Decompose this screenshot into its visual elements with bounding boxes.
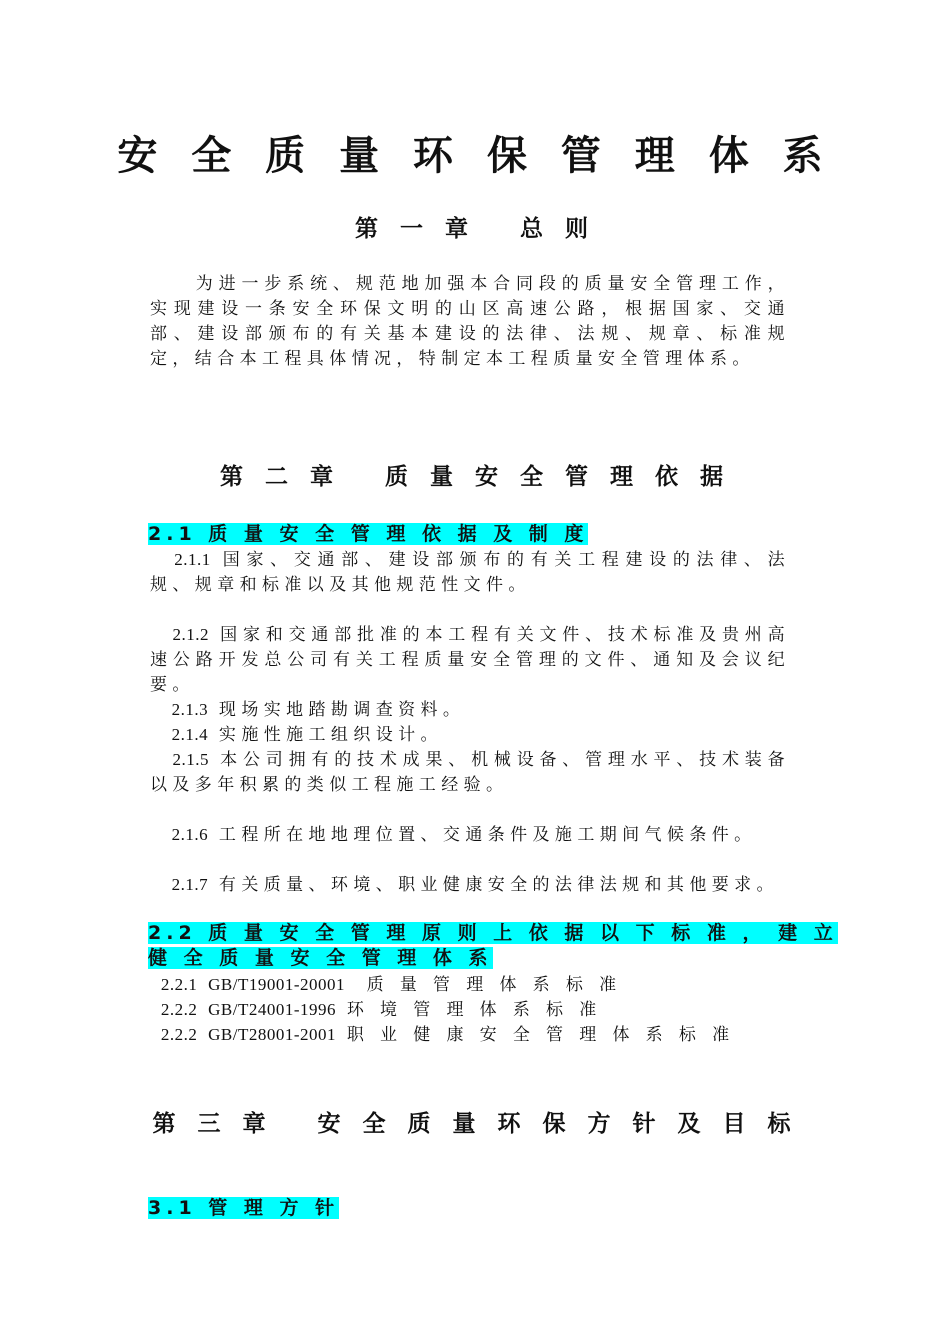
chapter-1-paragraph: 为进一步系统、规范地加强本合同段的质量安全管理工作，实现建设一条安全环保文明的山区高速公路，根据国家、交通部、建设部颁布的有关基本建设的法律、法规、规章、标准规定，结合本工程具体情况，特制定本工程质量安全管理体系。 — [150, 274, 790, 369]
item-text: 工程所在地地理位置、交通条件及施工期间气候条件。 — [218, 825, 757, 845]
section-3-1-heading — [148, 1196, 339, 1221]
item-2-1-5 — [150, 747, 790, 798]
chapter-3-heading: 第 三 章 安 全 质 量 环 保 方 针 及 目 标 — [152, 1111, 798, 1137]
chapter-2-heading: 第 二 章 质 量 安 全 管 理 依 据 — [219, 464, 731, 490]
standard-number: 2.2.2 — [160, 1025, 198, 1044]
standard-name: 职 业 健 康 安 全 管 理 体 系 标 准 — [346, 1025, 735, 1045]
item-text: 国家、交通部、建设部颁布的有关工程建设的法律、法规、规章和标准以及其他规范性文件。 — [150, 550, 790, 595]
item-2-1-3 — [150, 697, 790, 723]
section-2-1-label: 2.1 质 量 安 全 管 理 依 据 及 制 度 — [148, 523, 589, 545]
item-number: 2.1.6 — [171, 825, 209, 844]
item-number: 2.1.3 — [171, 700, 209, 719]
item-text: 实施性施工组织设计。 — [218, 725, 443, 745]
standard-row — [150, 972, 790, 998]
item-2-1-2 — [150, 622, 790, 698]
standard-row — [150, 1022, 790, 1048]
section-2-2-label-line-1: 2.2 质 量 安 全 管 理 原 则 上 依 据 以 下 标 准 ， 建 立 — [148, 922, 838, 944]
standard-number: 2.2.1 — [160, 975, 198, 994]
standard-name: 质 量 管 理 体 系 标 准 — [366, 975, 622, 995]
item-2-1-4 — [150, 722, 790, 748]
standard-number: 2.2.2 — [160, 1000, 198, 1019]
standard-code: GB/T24001-1996 — [208, 1000, 337, 1019]
standard-code: GB/T19001-20001 — [208, 975, 346, 994]
section-2-2-heading — [148, 921, 838, 971]
document-title: 安 全 质 量 环 保 管 理 体 系 — [117, 133, 833, 179]
section-3-1-label: 3.1 管 理 方 针 — [148, 1197, 340, 1219]
item-number: 2.1.5 — [172, 750, 209, 769]
standard-row — [150, 997, 790, 1023]
item-text: 现场实地踏勘调查资料。 — [218, 700, 466, 720]
item-2-1-7 — [150, 872, 790, 898]
section-2-2-label-line-2: 健 全 质 量 安 全 管 理 体 系 — [148, 947, 493, 969]
standard-code: GB/T28001-2001 — [208, 1025, 337, 1044]
item-text: 本公司拥有的技术成果、机械设备、管理水平、技术装备以及多年积累的类似工程施工经验。 — [150, 750, 791, 795]
section-2-1-heading — [148, 522, 588, 547]
item-2-1-1 — [150, 547, 790, 598]
item-2-1-6 — [150, 822, 790, 848]
item-number: 2.1.4 — [171, 725, 209, 744]
item-number: 2.1.1 — [174, 550, 211, 569]
item-text: 国家和交通部批准的本工程有关文件、技术标准及贵州高速公路开发总公司有关工程质量安全管理的文件、通知及会议纪要。 — [150, 625, 791, 695]
item-number: 2.1.2 — [172, 625, 209, 644]
standard-name: 环 境 管 理 体 系 标 准 — [346, 1000, 602, 1020]
item-number: 2.1.7 — [171, 875, 209, 894]
chapter-1-heading: 第 一 章 总 则 — [354, 216, 596, 242]
item-text: 有关质量、环境、职业健康安全的法律法规和其他要求。 — [218, 875, 779, 895]
